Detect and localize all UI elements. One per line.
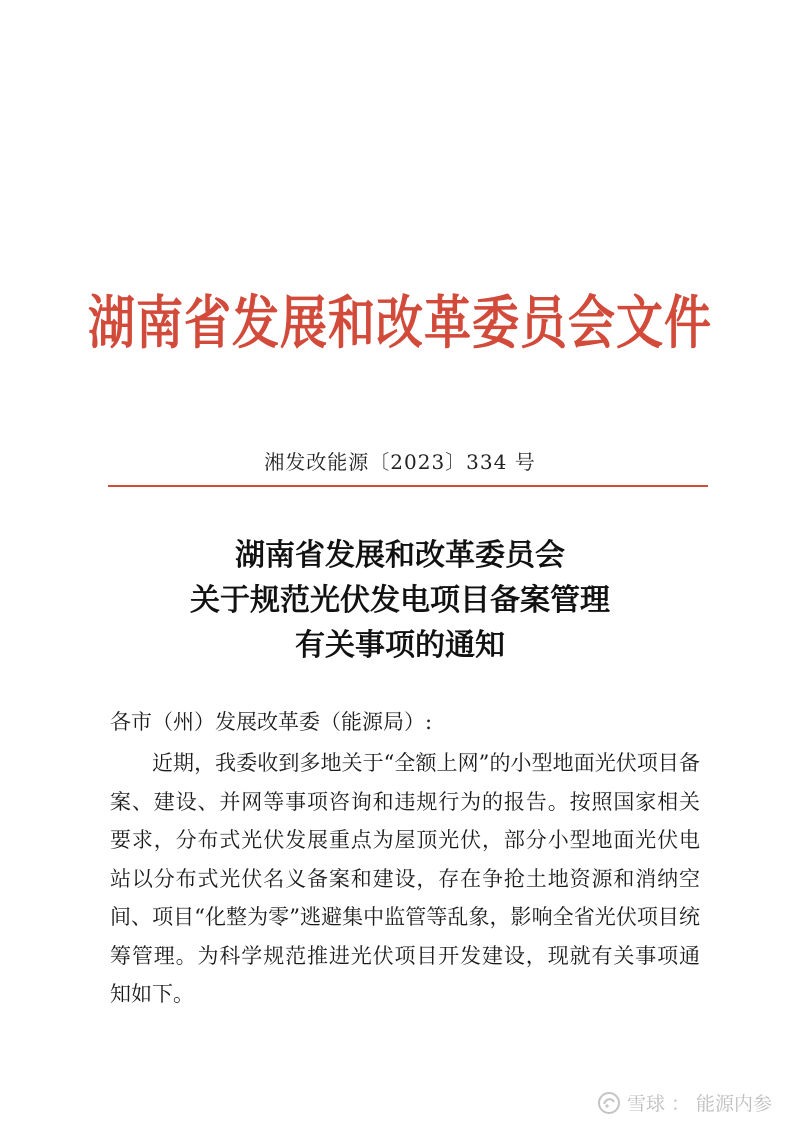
- snowball-logo-icon: [597, 1091, 621, 1115]
- title-line: 湖南省发展和改革委员会: [235, 538, 565, 573]
- salutation: 各市（州）发展改革委（能源局）:: [110, 710, 433, 734]
- masthead-title: 湖南省发展和改革委员会文件: [88, 290, 712, 358]
- body-line: 知如下。: [110, 982, 194, 1006]
- watermark-brand: 雪球: [626, 1093, 665, 1115]
- watermark-separator: ：: [670, 1093, 690, 1115]
- body-line: 间、项目“化整为零”逃避集中监管等乱象，影响全省光伏项目统: [110, 905, 700, 929]
- title-line: 有关事项的通知: [295, 628, 505, 663]
- notice-title: [0, 533, 800, 668]
- body-line: 要求，分布式光伏发展重点为屋顶光伏，部分小型地面光伏电: [110, 828, 700, 852]
- red-divider-line: [108, 485, 708, 487]
- body-line: 近期，我委收到多地关于“全额上网”的小型地面光伏项目备: [152, 751, 700, 775]
- body-line: 筹管理。为科学规范推进光伏项目开发建设，现就有关事项通: [110, 943, 700, 968]
- watermark-account: 能源内参: [695, 1093, 772, 1115]
- body-paragraph: [110, 744, 700, 1014]
- body-line: 案、建设、并网等事项咨询和违规行为的报告。按照国家相关: [110, 789, 700, 814]
- title-line: 关于规范光伏发电项目备案管理: [190, 583, 610, 618]
- body-line: 站以分布式光伏名义备案和建设，存在争抢土地资源和消纳空: [110, 866, 700, 891]
- document-number: 湘发改能源〔2023〕334 号: [264, 450, 536, 474]
- watermark: [597, 1089, 772, 1116]
